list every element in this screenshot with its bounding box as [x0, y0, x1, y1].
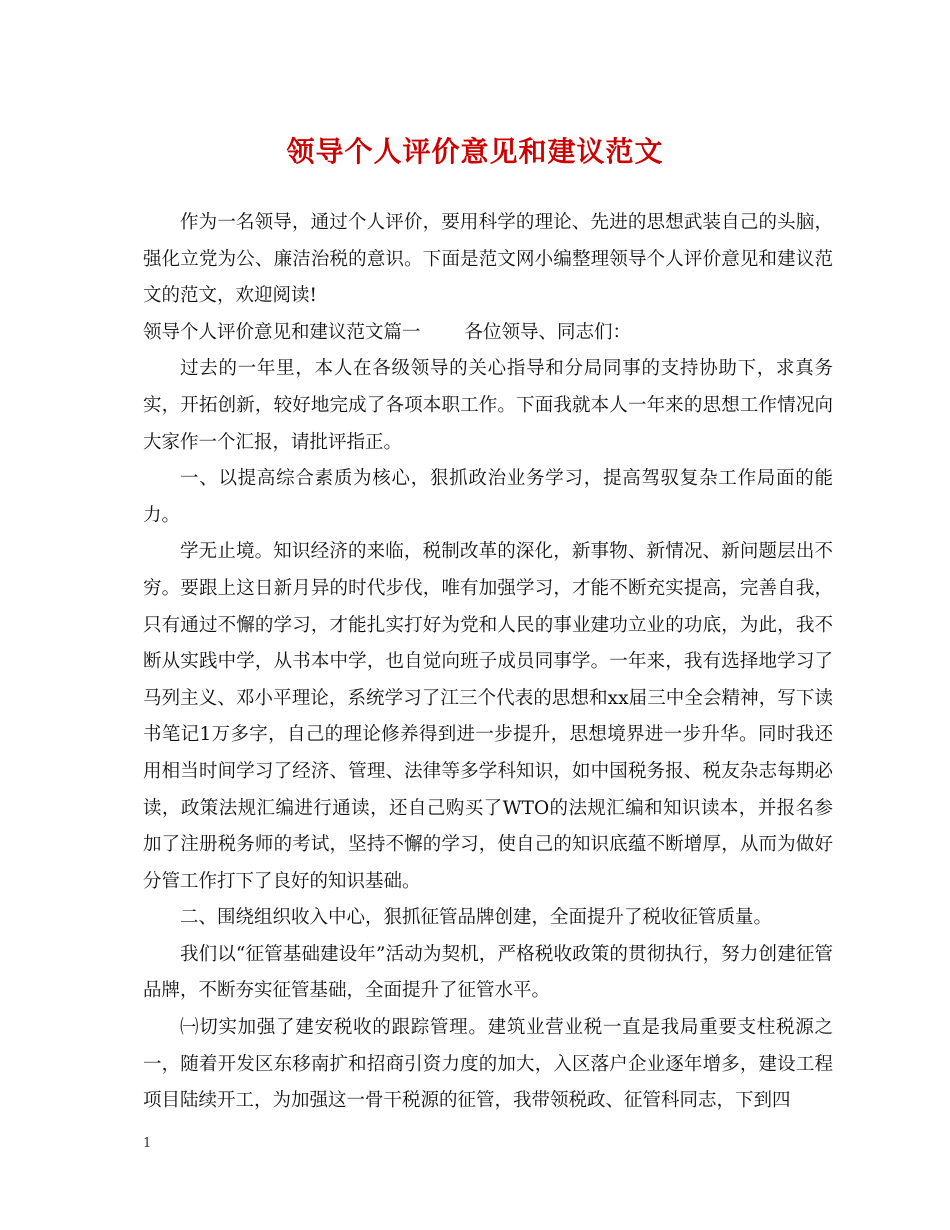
body-paragraph: 过去的一年里，本人在各级领导的关心指导和分局同事的支持协助下，求真务实，开拓创新，较好地完成了各项本职工作。下面我就本人一年来的思想工作情况向大家作一个汇报，请批评指正。	[143, 358, 833, 453]
page-number: 1	[143, 1136, 152, 1151]
body-paragraph: 一、以提高综合素质为核心，狠抓政治业务学习，提高驾驭复杂工作局面的能力。	[143, 468, 833, 526]
intro-paragraph: 作为一名领导，通过个人评价，要用科学的理论、先进的思想武装自己的头脑，强化立党为公、廉洁治税的意识。下面是范文网小编整理领导个人评价意见和建议范文的范文，欢迎阅读!	[143, 212, 833, 307]
document-title: 领导个人评价意见和建议范文	[286, 135, 664, 168]
salutation: 各位领导、同志们：	[464, 321, 632, 343]
body-paragraph: 学无止境。知识经济的来临，税制改革的深化，新事物、新情况、新问题层出不穷。要跟上这日新月异的时代步伐，唯有加强学习，才能不断充实提高，完善自我，只有通过不懈的学习，才能扎实打好为党和人民的事业建功立业的功底，为此，我不断从实践中学，从书本中学，也自觉向班子成员同事学。一年来，我有选择地学习了马列主义、邓小平理论，系统学习了江三个代表的思想和xx届三中全会精神，写下读书笔记1万多字，自己的理论修养得到进一步提升，思想境界进一步升华。同时我还用相当时间学习了经济、管理、法律等多学科知识，如中国税务报、税友杂志每期必读，政策法规汇编进行通读，还自己购买了WTO的法规汇编和知识读本，并报名参加了注册税务师的考试，坚持不懈的学习，使自己的知识底蕴不断增厚，从而为做好分管工作打下了良好的知识基础。	[143, 541, 833, 892]
section-heading-line	[143, 315, 833, 352]
body-paragraph: 我们以“征管基础建设年”活动为契机，严格税收政策的贯彻执行，努力创建征管品牌，不断夯实征管基础，全面提升了征管水平。	[143, 943, 833, 1002]
section-heading: 领导个人评价意见和建议范文篇一	[143, 321, 421, 343]
body-paragraph: ㈠切实加强了建安税收的跟踪管理。建筑业营业税一直是我局重要支柱税源之一，随着开发区东移南扩和招商引资力度的加大，入区落户企业逐年增多，建设工程项目陆续开工，为加强这一骨干税源的征管，我带领税政、征管科同志，下到四	[143, 1017, 833, 1112]
body-paragraph: 二、围绕组织收入中心，狠抓征管品牌创建，全面提升了税收征管质量。	[180, 907, 773, 929]
document-body	[143, 205, 833, 1120]
